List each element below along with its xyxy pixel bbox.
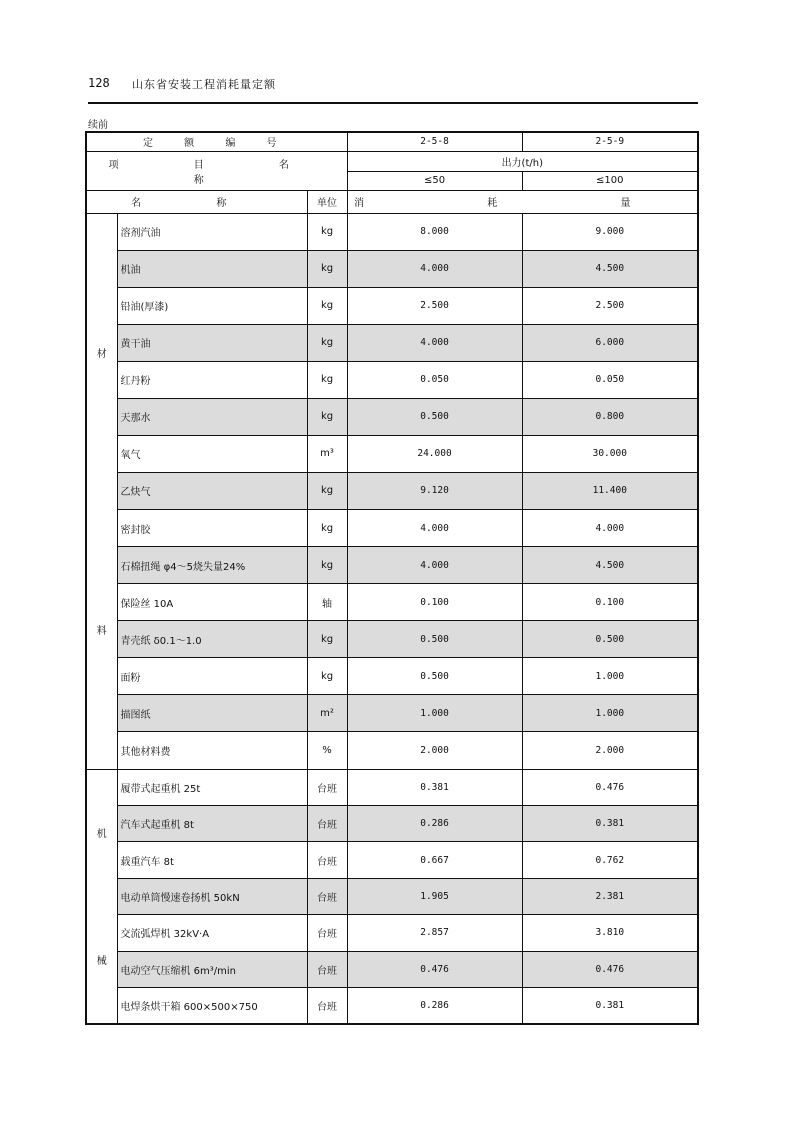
material-value-1: 2.000: [347, 732, 522, 769]
machine-value-1: 0.286: [347, 987, 522, 1023]
machine-value-2: 3.810: [522, 915, 698, 951]
material-value-2: 1.000: [522, 658, 698, 695]
material-name: 溶剂汽油: [117, 213, 307, 250]
material-value-1: 4.000: [347, 510, 522, 547]
column-header-row: [86, 190, 698, 213]
machine-row: [86, 878, 698, 914]
machine-group-char-1: 机: [96, 829, 107, 841]
material-value-2: 4.500: [522, 250, 698, 287]
machine-row: [86, 805, 698, 841]
machine-row: [86, 951, 698, 987]
machine-name: 电焊条烘干箱 600×500×750: [117, 987, 307, 1023]
material-value-1: 2.500: [347, 287, 522, 324]
machine-value-2: 0.762: [522, 842, 698, 878]
material-row: [86, 510, 698, 547]
material-name: 铅油(厚漆): [117, 287, 307, 324]
material-value-2: 1.000: [522, 695, 698, 732]
material-row: [86, 695, 698, 732]
quota-code-2: 2-5-9: [522, 132, 698, 151]
machine-value-2: 0.476: [522, 951, 698, 987]
material-value-1: 1.000: [347, 695, 522, 732]
material-row: [86, 435, 698, 472]
material-value-2: 4.000: [522, 510, 698, 547]
material-value-2: 0.800: [522, 398, 698, 435]
output-value-1: ≤50: [347, 171, 522, 190]
material-value-1: 0.500: [347, 658, 522, 695]
material-unit: kg: [307, 398, 347, 435]
machine-name: 交流弧焊机 32kV·A: [117, 915, 307, 951]
material-unit: kg: [307, 621, 347, 658]
material-row: [86, 287, 698, 324]
material-unit: kg: [307, 658, 347, 695]
quota-code-label: 定 额 编 号: [86, 132, 347, 151]
material-row: [86, 398, 698, 435]
quota-table: [85, 131, 699, 1025]
material-name: 黄干油: [117, 324, 307, 361]
material-name: 氧气: [117, 435, 307, 472]
continued-label: 续前: [88, 120, 108, 131]
machine-unit: 台班: [307, 769, 347, 805]
material-name: 石棉扭绳 φ4～5烧失量24%: [117, 547, 307, 584]
material-unit: kg: [307, 213, 347, 250]
material-value-2: 0.500: [522, 621, 698, 658]
machine-value-1: 1.905: [347, 878, 522, 914]
material-value-1: 0.100: [347, 584, 522, 621]
material-unit: %: [307, 732, 347, 769]
material-value-1: 9.120: [347, 472, 522, 509]
page-header: [88, 74, 698, 104]
material-row: [86, 658, 698, 695]
page-number: 128: [88, 76, 110, 90]
machine-value-1: 2.857: [347, 915, 522, 951]
material-value-2: 4.500: [522, 547, 698, 584]
material-value-1: 4.000: [347, 324, 522, 361]
material-row: [86, 324, 698, 361]
item-name-label: 项 目 名 称: [86, 151, 347, 190]
machine-name: 电动单筒慢速卷扬机 50kN: [117, 878, 307, 914]
material-group-char-1: 材: [96, 348, 107, 360]
material-value-2: 2.500: [522, 287, 698, 324]
machine-row: [86, 987, 698, 1023]
material-name: 其他材料费: [117, 732, 307, 769]
machine-unit: 台班: [307, 805, 347, 841]
material-row: [86, 732, 698, 769]
output-label: 出力(t/h): [347, 151, 698, 171]
material-row: [86, 584, 698, 621]
material-row: [86, 547, 698, 584]
material-row: [86, 361, 698, 398]
machine-value-2: 0.381: [522, 805, 698, 841]
material-value-2: 30.000: [522, 435, 698, 472]
material-group-char-2: 料: [96, 626, 107, 638]
material-row: [86, 250, 698, 287]
machine-value-1: 0.381: [347, 769, 522, 805]
machine-name: 电动空气压缩机 6m³/min: [117, 951, 307, 987]
material-name: 红丹粉: [117, 361, 307, 398]
material-value-2: 11.400: [522, 472, 698, 509]
machine-name: 载重汽车 8t: [117, 842, 307, 878]
material-unit: kg: [307, 472, 347, 509]
machine-value-2: 0.476: [522, 769, 698, 805]
machine-unit: 台班: [307, 987, 347, 1023]
machine-row: [86, 915, 698, 951]
material-name: 保险丝 10A: [117, 584, 307, 621]
material-value-2: 6.000: [522, 324, 698, 361]
material-unit: m²: [307, 695, 347, 732]
material-unit: kg: [307, 361, 347, 398]
material-value-1: 0.050: [347, 361, 522, 398]
material-name: 机油: [117, 250, 307, 287]
machine-unit: 台班: [307, 915, 347, 951]
material-name: 天那水: [117, 398, 307, 435]
quota-code-row: [86, 132, 698, 151]
machine-unit: 台班: [307, 951, 347, 987]
machine-row: [86, 842, 698, 878]
material-unit: kg: [307, 324, 347, 361]
material-value-1: 0.500: [347, 398, 522, 435]
output-header-row: [86, 151, 698, 171]
machine-value-1: 0.476: [347, 951, 522, 987]
machine-unit: 台班: [307, 842, 347, 878]
machine-unit: 台班: [307, 878, 347, 914]
material-name: 乙炔气: [117, 472, 307, 509]
unit-column-header: 单位: [307, 190, 347, 213]
machine-group-char-2: 械: [96, 956, 107, 968]
material-unit: m³: [307, 435, 347, 472]
machine-value-2: 2.381: [522, 878, 698, 914]
material-unit: kg: [307, 510, 347, 547]
machine-row: [86, 769, 698, 805]
output-value-2: ≤100: [522, 171, 698, 190]
material-group-label: [86, 213, 117, 769]
material-value-2: 0.050: [522, 361, 698, 398]
material-name: 描图纸: [117, 695, 307, 732]
material-value-1: 24.000: [347, 435, 522, 472]
consumption-column-header: 消 耗 量: [347, 190, 698, 213]
machine-name: 汽车式起重机 8t: [117, 805, 307, 841]
quota-code-1: 2-5-8: [347, 132, 522, 151]
material-value-2: 2.000: [522, 732, 698, 769]
material-value-2: 0.100: [522, 584, 698, 621]
machine-value-2: 0.381: [522, 987, 698, 1023]
machine-value-1: 0.286: [347, 805, 522, 841]
machine-group-label: [86, 769, 117, 1024]
material-unit: kg: [307, 287, 347, 324]
material-row: [86, 621, 698, 658]
material-row: [86, 472, 698, 509]
book-title: 山东省安装工程消耗量定额: [132, 78, 276, 91]
name-column-header: 名 称: [86, 190, 307, 213]
material-unit: 轴: [307, 584, 347, 621]
material-value-1: 0.500: [347, 621, 522, 658]
material-value-1: 8.000: [347, 213, 522, 250]
material-name: 密封胶: [117, 510, 307, 547]
machine-value-1: 0.667: [347, 842, 522, 878]
material-row: [86, 213, 698, 250]
material-value-2: 9.000: [522, 213, 698, 250]
material-unit: kg: [307, 250, 347, 287]
material-value-1: 4.000: [347, 250, 522, 287]
material-name: 面粉: [117, 658, 307, 695]
material-name: 青壳纸 δ0.1～1.0: [117, 621, 307, 658]
machine-name: 履带式起重机 25t: [117, 769, 307, 805]
material-value-1: 4.000: [347, 547, 522, 584]
material-unit: kg: [307, 547, 347, 584]
